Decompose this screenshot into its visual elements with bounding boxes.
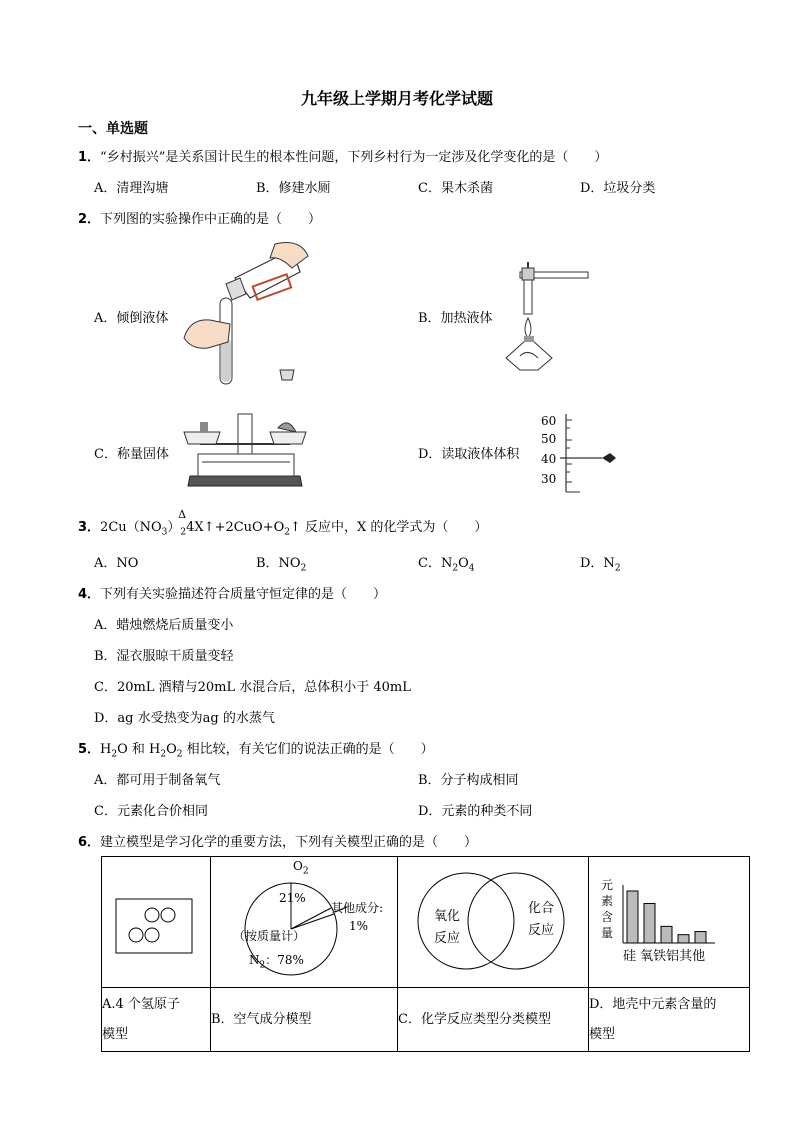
q3-option-c [418, 552, 474, 574]
caption-line: D．地壳中元素含量的 [589, 996, 717, 1012]
label-text: ：78% [265, 953, 304, 967]
model-table [101, 856, 750, 1052]
pouring-liquid-illustration [180, 238, 320, 388]
q1-option-a: A．清理沟塘 [94, 181, 169, 196]
venn-right-line2: 反应 [528, 923, 555, 938]
bar-ylabel [601, 877, 615, 941]
ylabel-char: 元 [601, 878, 614, 892]
equation-sub: 3 [161, 527, 168, 538]
question-number: 3． [78, 520, 101, 535]
option-text: B．NO [256, 556, 301, 571]
cell-air-model [211, 857, 398, 988]
question-4 [78, 583, 386, 602]
caption-line: 模型 [102, 1026, 129, 1042]
q1-option-b: B．修建水厕 [256, 181, 331, 196]
question-number: 5． [78, 742, 101, 757]
page-title: 九年级上学期月考化学试题 [300, 89, 493, 108]
crust-bar [627, 891, 638, 943]
ylabel-char: 素 [601, 894, 614, 908]
question-number: 4． [78, 587, 101, 602]
option-sub: 4 [468, 563, 475, 574]
label-sub: 2 [259, 960, 266, 971]
question-text: 下列图的实验操作中正确的是（ ） [100, 212, 322, 227]
q5-option-a: A．都可用于制备氧气 [94, 773, 221, 788]
q4-option-a: A．蜡烛燃烧后质量变小 [94, 618, 234, 633]
question-1 [78, 146, 607, 165]
cylinder-tick-50: 50 [541, 432, 557, 446]
caption-line: 模型 [589, 1026, 616, 1042]
formula-text: O [166, 742, 177, 757]
question-5 [78, 738, 434, 760]
venn-left-line1: 氧化 [434, 909, 461, 924]
caption-c: C．化学反应类型分类模型 [398, 988, 589, 1052]
q5-option-c: C．元素化合价相同 [94, 804, 208, 819]
question-2 [78, 208, 321, 227]
q2-option-c: C．称量固体 [94, 447, 169, 462]
q5-option-d: D．元素的种类不同 [418, 804, 533, 819]
question-text: 下列有关实验描述符合质量守恒定律的是（ ） [100, 587, 387, 602]
caption-d [589, 988, 750, 1052]
q2-option-a: A．倾倒液体 [94, 311, 169, 326]
q4-option-b: B．湿衣服晾干质量变轻 [94, 649, 234, 664]
option-sub: 2 [614, 563, 621, 574]
question-text: 相比较，有关它们的说法正确的是（ ） [182, 742, 434, 757]
q2-option-d: D．读取液体体积 [418, 447, 520, 462]
question-text: 建立模型是学习化学的重要方法，下列有关模型正确的是（ ） [100, 835, 478, 850]
formula-sub: 2 [111, 749, 118, 760]
venn-left-line2: 反应 [434, 931, 461, 946]
cylinder-tick-60: 60 [541, 414, 557, 428]
crust-bar [678, 935, 689, 943]
cell-hydrogen-model [102, 857, 211, 988]
caption-line: A.4 个氢原子 [102, 996, 180, 1012]
crust-bar [695, 932, 706, 943]
option-text: O [458, 556, 469, 571]
equation-end: ↑ 反应中，X 的化学式为（ ） [290, 520, 488, 535]
hydrogen-atoms-diagram [102, 857, 210, 983]
equation-left: 2Cu（NO [100, 520, 162, 535]
pie-label-other-percent: 1% [349, 919, 369, 933]
pie-label-n2 [249, 951, 304, 970]
q3-option-a [94, 552, 138, 571]
ylabel-char: 量 [601, 926, 614, 940]
cylinder-tick-30: 30 [541, 472, 557, 486]
option-sub: 2 [300, 563, 307, 574]
delta-symbol: Δ [178, 508, 187, 521]
heating-liquid-illustration [498, 258, 593, 373]
question-text: “乡村振兴”是关系国计民生的根本性问题，下列乡村行为一定涉及化学变化的是（ ） [100, 150, 608, 165]
ylabel-char: 含 [601, 910, 614, 924]
question-number: 2． [78, 212, 101, 227]
q3-option-d [580, 552, 621, 574]
venn-right-line1: 化合 [528, 901, 555, 916]
q5-option-b: B．分子构成相同 [418, 773, 519, 788]
option-sub: 2 [452, 563, 459, 574]
cylinder-tick-40: 40 [541, 452, 557, 466]
pie-label-basis: （按质量计） [233, 929, 306, 943]
q4-option-c: C．20mL 酒精与20mL 水混合后，总体积小于 40mL [94, 680, 411, 695]
bar-xlabels: 硅 氧铁铝其他 [623, 949, 706, 964]
pie-label-other: 其他成分: [331, 901, 384, 915]
caption-a [102, 988, 211, 1052]
pie-label-o2 [293, 859, 309, 876]
q1-option-c: C．果木杀菌 [418, 181, 493, 196]
equation-sub: 2 [180, 527, 187, 538]
q4-option-d: D．ag 水受热变为ag 的水蒸气 [94, 711, 275, 726]
formula-text: H [100, 742, 112, 757]
formula-text: O 和 H [117, 742, 161, 757]
label-sub: 2 [302, 866, 309, 877]
pie-label-o2-percent: 21% [279, 891, 306, 905]
q2-option-b: B．加热液体 [418, 311, 493, 326]
question-3 [78, 508, 488, 538]
option-text: D．N [580, 556, 615, 571]
cell-crust-model [589, 857, 750, 988]
label-text: O [293, 859, 303, 873]
venn-diagram [398, 857, 588, 983]
label-text: N [249, 953, 260, 967]
q1-option-d: D．垃圾分类 [580, 181, 656, 196]
equation-middle: 4X↑+2CuO+O [186, 520, 285, 535]
equation-paren: ） [167, 520, 181, 535]
equation-sub: 2 [284, 527, 290, 538]
crust-bar [644, 903, 655, 943]
section-heading: 一、单选题 [78, 121, 148, 137]
option-text: A．NO [94, 556, 139, 571]
balance-illustration [180, 410, 310, 490]
question-6 [78, 831, 477, 850]
crust-bar [661, 926, 672, 943]
cell-reaction-model [398, 857, 589, 988]
q3-option-b [256, 552, 306, 574]
question-number: 1． [78, 150, 101, 165]
formula-sub: 2 [160, 749, 167, 760]
option-text: C．N [418, 556, 453, 571]
caption-b: B．空气成分模型 [211, 988, 398, 1052]
formula-sub: 2 [176, 749, 183, 760]
question-number: 6． [78, 835, 101, 850]
